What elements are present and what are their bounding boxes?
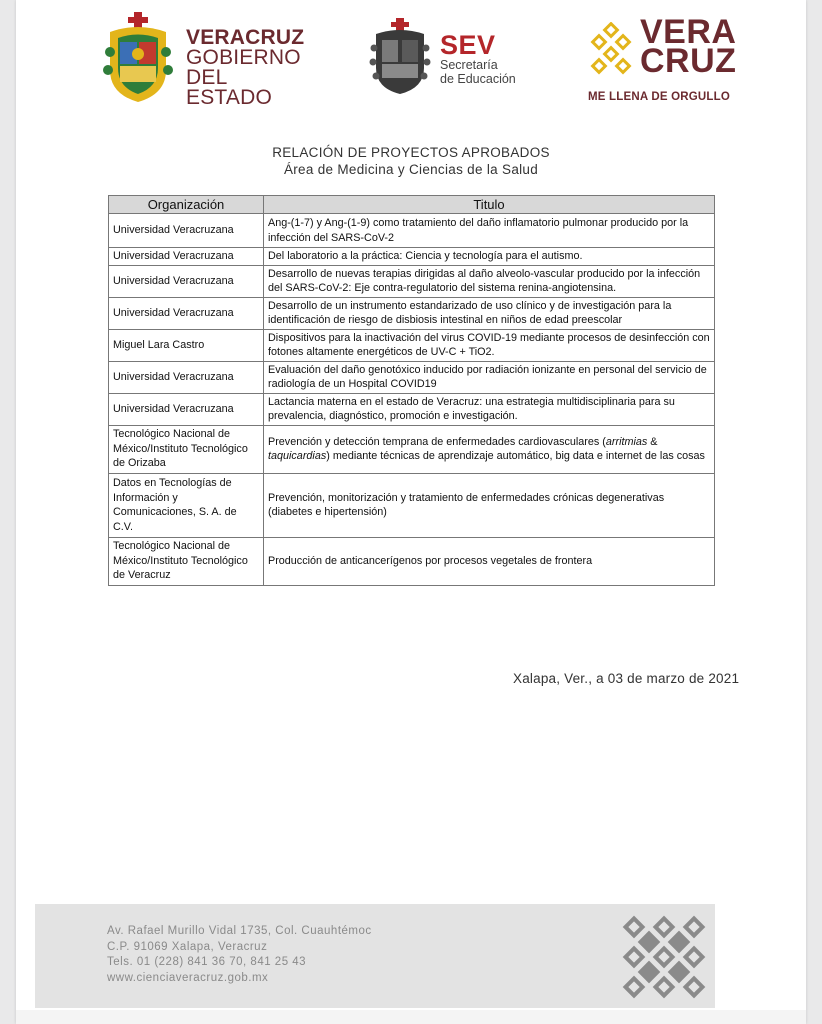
title-cell: Producción de anticancerígenos por procesos vegetales de frontera [264, 537, 715, 585]
document-page [16, 0, 806, 1024]
tagline-bold: ORGULLO [671, 91, 731, 103]
title-cell: Desarrollo de un instrumento estandarizado de uso clínico y de investigación para la identificación de riesgo de disbiosis intestinal en niños de edad preescolar [264, 297, 715, 329]
gobierno-veracruz-logo [100, 12, 310, 109]
table-row [109, 265, 715, 297]
title-cell: Dispositivos para la inactivación del virus COVID-19 mediante procesos de desinfección con fotones altamente energéticos de UV-C + TiO2. [264, 329, 715, 361]
document-title: RELACIÓN DE PROYECTOS APROBADOS [272, 145, 550, 160]
veracruz-coat-of-arms-icon [100, 12, 176, 104]
website-link[interactable]: www.cienciaveracruz.gob.mx [107, 971, 269, 984]
org-cell: Universidad Veracruzana [109, 393, 264, 425]
column-header-titulo: Titulo [264, 196, 715, 214]
footer-knot-pattern-icon [617, 910, 711, 1004]
veracruz-brand-logo [586, 13, 746, 110]
org-cell: Datos en Tecnologías de Información y Comunicaciones, S. A. de C.V. [109, 473, 264, 537]
place-date: Xalapa, Ver., a 03 de marzo de 2021 [513, 671, 740, 686]
column-header-organizacion: Organización [109, 196, 264, 214]
sev-line-1: Secretaría [440, 58, 498, 72]
veracruz-word-1: VERA [640, 13, 737, 51]
address-line-2: C.P. 91069 Xalapa, Veracruz [107, 940, 268, 953]
table-row [109, 248, 715, 266]
title-cell: Evaluación del daño genotóxico inducido por radiación ionizante en personal del servicio de radiología de un Hospital COVID19 [264, 361, 715, 393]
org-cell: Universidad Veracruzana [109, 297, 264, 329]
gov-line-1: VERACRUZ [186, 26, 305, 49]
table-row [109, 537, 715, 585]
title-emphasis: arritmias [605, 435, 648, 448]
gobierno-text [186, 28, 310, 108]
document-subtitle: Área de Medicina y Ciencias de la Salud [283, 162, 539, 177]
gov-line-3: DEL ESTADO [186, 66, 272, 109]
sev-logo [368, 18, 538, 98]
sev-name: SEV [440, 30, 496, 60]
veracruz-wordmark [640, 13, 737, 80]
veracruz-tagline [588, 91, 730, 103]
org-cell: Universidad Veracruzana [109, 214, 264, 248]
table-row [109, 297, 715, 329]
org-cell: Universidad Veracruzana [109, 265, 264, 297]
projects-table [108, 195, 715, 586]
table-row [109, 393, 715, 425]
footer-band [35, 904, 715, 1008]
title-text: Prevención y detección temprana de enfermedades cardiovasculares ( [268, 435, 606, 448]
phones-line: Tels. 01 (228) 841 36 70, 841 25 43 [107, 956, 307, 968]
table-row [109, 214, 715, 248]
sev-line-2: de Educación [440, 72, 516, 86]
title-cell: Del laboratorio a la práctica: Ciencia y tecnología para el autismo. [264, 248, 715, 266]
table-header-row [109, 196, 715, 214]
org-cell: Universidad Veracruzana [109, 248, 264, 266]
org-cell: Miguel Lara Castro [109, 329, 264, 361]
title-cell: Prevención, monitorización y tratamiento de enfermedades crónicas degenerativas (diabetes e hipertensión) [264, 473, 715, 537]
sev-shield-icon [368, 18, 432, 96]
veracruz-knot-pattern-icon [586, 22, 636, 78]
sev-text [440, 32, 516, 86]
gov-line-2: GOBIERNO [186, 46, 301, 69]
address-line-1: Av. Rafael Murillo Vidal 1735, Col. Cuauhtémoc [107, 925, 372, 937]
title-cell: Lactancia materna en el estado de Veracruz: una estrategia multidisciplinaria para su prevalencia, diagnóstico, promoción e investigación. [264, 393, 715, 425]
title-emphasis: taquicardias [268, 450, 327, 462]
table-row [109, 329, 715, 361]
veracruz-word-2: CRUZ [640, 42, 737, 80]
tagline-prefix: ME LLENA DE [588, 91, 672, 103]
title-text: ) mediante técnicas de aprendizaje automático, big data e internet de las cosas [326, 450, 705, 462]
table-row [109, 361, 715, 393]
footer-address [107, 924, 372, 986]
org-cell: Universidad Veracruzana [109, 361, 264, 393]
title-text: & [647, 435, 658, 448]
org-cell: Tecnológico Nacional de México/Instituto Tecnológico de Orizaba [109, 425, 264, 473]
table-row [109, 425, 715, 473]
title-cell: Desarrollo de nuevas terapias dirigidas al daño alveolo-vascular producido por la infección del SARS-CoV-2: Eje contra-regulatorio del sistema renina-angiotensina. [264, 265, 715, 297]
org-cell: Tecnológico Nacional de México/Instituto Tecnológico de Veracruz [109, 537, 264, 585]
title-cell [264, 425, 715, 473]
title-cell: Ang-(1-7) y Ang-(1-9) como tratamiento del daño inflamatorio pulmonar producido por la infección del SARS-CoV-2 [264, 214, 715, 248]
table-row [109, 473, 715, 537]
